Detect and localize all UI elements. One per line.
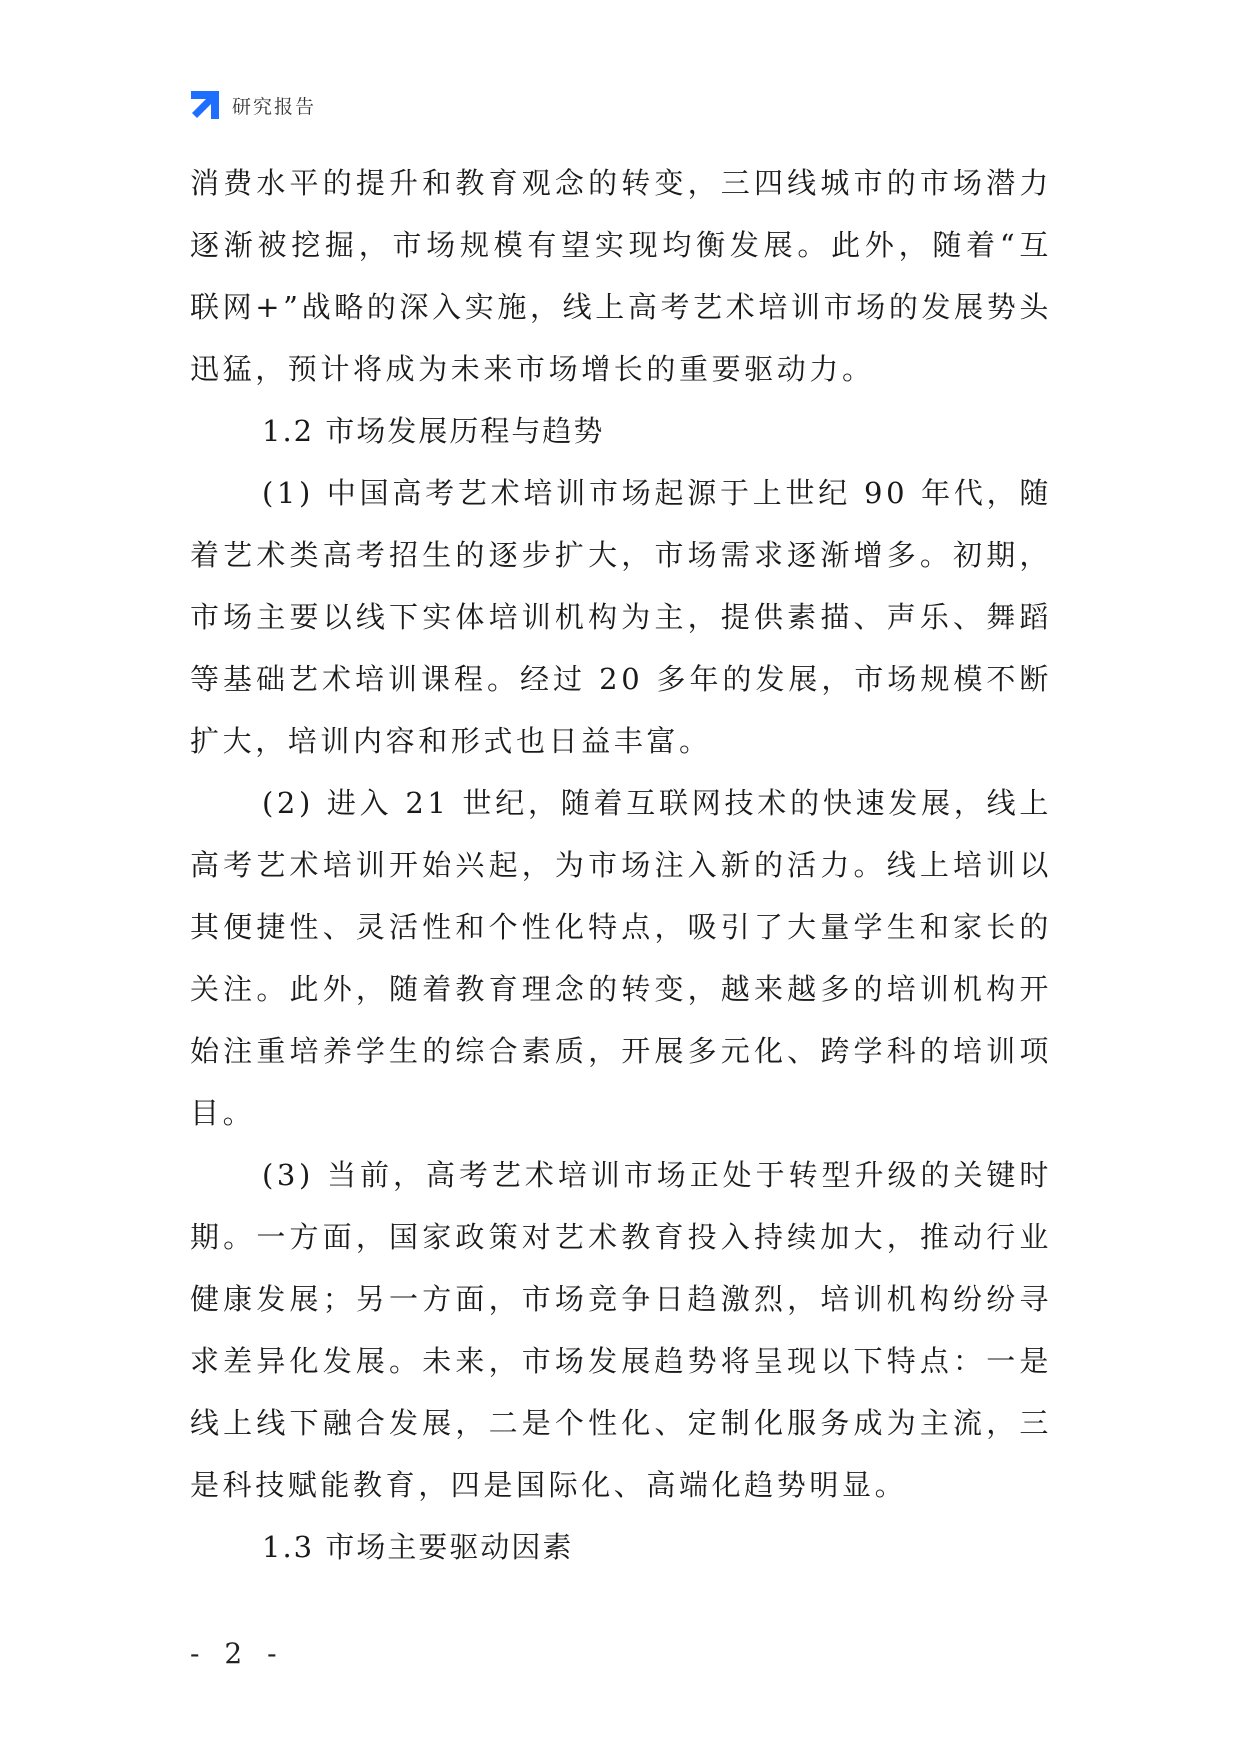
paragraph-history-3: (3) 当前，高考艺术培训市场正处于转型升级的关键时期。一方面，国家政策对艺术教育投入持续加大，推动行业健康发展；另一方面，市场竞争日趋激烈，培训机构纷纷寻求差异化发展。未来，市场发展趋势将呈现以下特点：一是线上线下融合发展，二是个性化、定制化服务成为主流，三是科技赋能教育，四是国际化、高端化趋势明显。 — [190, 1158, 1052, 1502]
paragraph-history-1: (1) 中国高考艺术培训市场起源于上世纪 90 年代，随着艺术类高考招生的逐步扩大，市场需求逐渐增多。初期，市场主要以线下实体培训机构为主，提供素描、声乐、舞蹈等基础艺术培训课程。经过 20 多年的发展，市场规模不断扩大，培训内容和形式也日益丰富。 — [190, 476, 1052, 758]
paragraph-history-2: (2) 进入 21 世纪，随着互联网技术的快速发展，线上高考艺术培训开始兴起，为市场注入新的活力。线上培训以其便捷性、灵活性和个性化特点，吸引了大量学生和家长的关注。此外，随着教育理念的转变，越来越多的培训机构开始注重培养学生的综合素质，开展多元化、跨学科的培训项目。 — [190, 786, 1052, 1130]
header-title: 研究报告 — [232, 95, 317, 118]
section-heading-1-3: 1.3 市场主要驱动因素 — [262, 1530, 574, 1564]
page-number: - 2 - — [190, 1637, 285, 1670]
document-body — [190, 152, 1052, 1578]
page-header — [188, 88, 316, 122]
section-heading-1-2: 1.2 市场发展历程与趋势 — [262, 414, 605, 448]
logo-arrow-icon — [188, 88, 222, 122]
paragraph-continuation: 消费水平的提升和教育观念的转变，三四线城市的市场潜力逐渐被挖掘，市场规模有望实现均衡发展。此外，随着“互联网+”战略的深入实施，线上高考艺术培训市场的发展势头迅猛，预计将成为未来市场增长的重要驱动力。 — [190, 166, 1052, 386]
